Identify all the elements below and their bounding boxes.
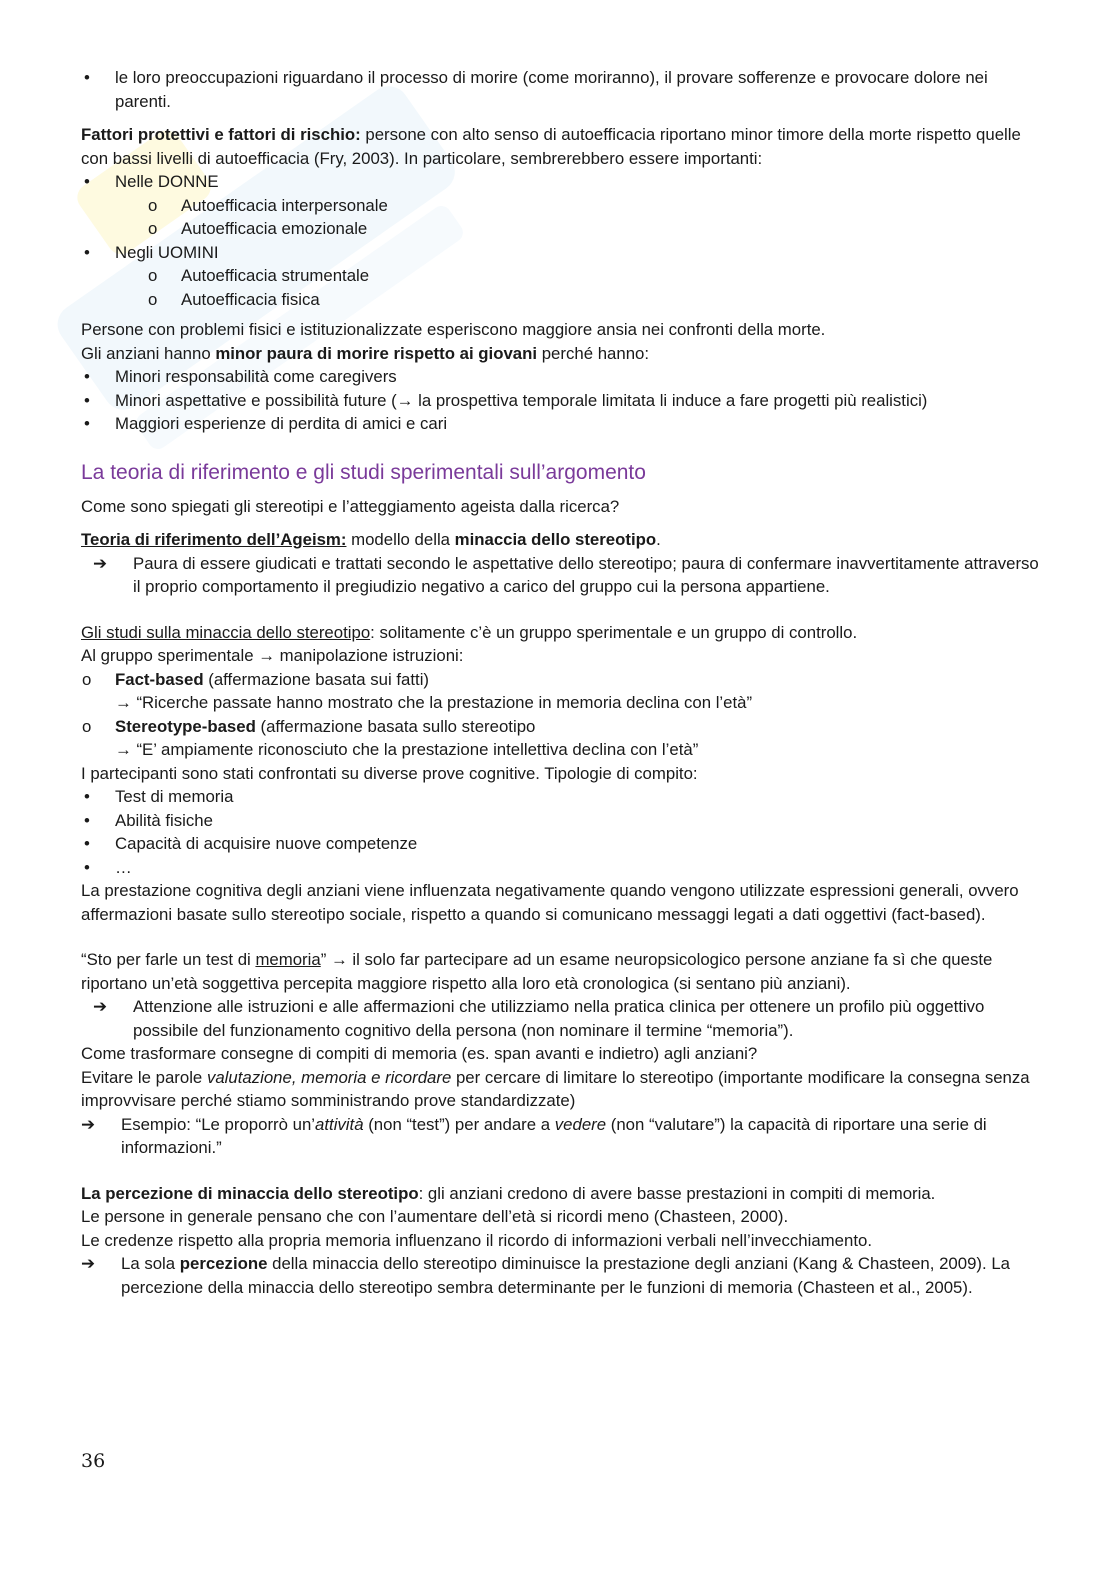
paragraph-studi: Gli studi sulla minaccia dello stereotipo: solitamente c’è un gruppo sperimentale e un gruppo di controllo. (81, 622, 858, 642)
arrow-icon: ➔ (81, 1114, 96, 1134)
paragraph: Gli anziani hanno minor paura di morire rispetto ai giovani perché hanno: (81, 343, 650, 363)
paragraph: Come trasformare consegne di compiti di memoria (es. span avanti e indietro) agli anziani? (81, 1044, 758, 1063)
arrow-item: ➔ La sola percezione della minaccia dello stereotipo diminuisce la prestazione degli anziani (Kang & Chasteen, 2009). La percezione della minaccia dello stereotipo sembra determinante per le funzioni di memoria (Chasteen et al., 2005). (81, 1254, 1010, 1297)
sub-list-item: o Autoefficacia emozionale (148, 219, 368, 238)
arrow-item: ➔ Paura di essere giudicati e trattati secondo le aspettative dello stereotipo; paura di confermare inavvertitamente attraverso il proprio comportamento il pregiudizio negativo a carico del gruppo cui la persona appartiene. (93, 553, 1039, 596)
paragraph: La prestazione cognitiva degli anziani viene influenzata negativamente quando vengono utilizzate espressioni generali, ovvero affermazioni basate sullo stereotipo sociale, rispetto a quando si comunicano messaggi legati a dati oggettivi (fact-based). (81, 881, 1019, 924)
list-item: • le loro preoccupazioni riguardano il processo di morire (come moriranno), il provare sofferenze e provocare dolore nei parenti. (81, 66, 1046, 113)
list-item: o Fact-based (affermazione basata sui fatti) (82, 669, 430, 689)
list-item: • Capacità di acquisire nuove competenze (81, 832, 1046, 856)
paragraph-percezione: La percezione di minaccia dello stereotipo: gli anziani credono di avere basse prestazioni in compiti di memoria. (81, 1183, 936, 1203)
sub-list-item: o Autoefficacia fisica (148, 289, 320, 309)
paragraph-teoria: Teoria di riferimento dell’Ageism: modello della minaccia dello stereotipo. (81, 530, 661, 549)
paragraph-fattori: Fattori protettivi e fattori di rischio: persone con alto senso di autoefficacia riportano minor timore della morte rispetto quelle con bassi livelli di autoefficacia (Fry, 2003). In particolare, sembrerebbero essere importanti: (81, 125, 1021, 168)
paragraph: Le persone in generale pensano che con l’aumentare dell’età si ricordi meno (Chasteen, 2000). (81, 1207, 789, 1226)
sub-list-item: o Autoefficacia strumentale (148, 266, 370, 285)
arrow-icon: ➔ (81, 1254, 96, 1273)
quote-line: → “E’ ampiamente riconosciuto che la prestazione intellettiva declina con l’età” (115, 740, 699, 759)
quote-line: → “Ricerche passate hanno mostrato che la prestazione in memoria declina con l’età” (115, 693, 753, 712)
list-item: • Test di memoria (81, 785, 1046, 809)
paragraph: Persone con problemi fisici e istituzionalizzate esperiscono maggiore ansia nei confronti della morte. (81, 320, 826, 339)
arrow-item: ➔ Attenzione alle istruzioni e alle affermazioni che utilizziamo nella pratica clinica per ottenere un profilo più oggettivo possibile del funzionamento cognitivo della persona (non nominare il termine “memoria”). (93, 997, 985, 1040)
section-heading: La teoria di riferimento e gli studi sperimentali sull’argomento (81, 460, 646, 484)
list-item: • Minori responsabilità come caregivers (81, 365, 1046, 389)
list-item: o Stereotype-based (affermazione basata sullo stereotipo (82, 716, 536, 736)
paragraph-memoria: “Sto per farle un test di memoria” → il solo far partecipare ad un esame neuropsicologico persone anziane fa sì che queste riportano un’età soggettiva percepita maggiore rispetto alla loro età cronologica (si sentano più anziani). (81, 950, 993, 993)
list-item: • Nelle DONNE (81, 170, 1046, 194)
sub-list-item: o Autoefficacia interpersonale (148, 195, 388, 215)
arrow-item: ➔ Esempio: “Le proporrò un’attività (non “test”) per andare a vedere (non “valutare”) la capacità di riportare una serie di informazioni.” (81, 1114, 987, 1157)
paragraph: Le credenze rispetto alla propria memoria influenzano il ricordo di informazioni verbali nell’invecchiamento. (81, 1230, 872, 1250)
paragraph: Come sono spiegati gli stereotipi e l’atteggiamento ageista dalla ricerca? (81, 496, 620, 516)
page-number: 36 (81, 1450, 106, 1472)
arrow-icon: ➔ (93, 997, 108, 1016)
paragraph: Evitare le parole valutazione, memoria e ricordare per cercare di limitare lo stereotipo (importante modificare la consegna senza improvvisare perché stiamo somministrando prove standardizzate) (81, 1067, 1030, 1110)
list-item: • Maggiori esperienze di perdita di amici e cari (81, 412, 1046, 436)
list-item: • Negli UOMINI (81, 241, 1046, 265)
document-page (81, 66, 1046, 1299)
list-item: • Minori aspettative e possibilità future (→ la prospettiva temporale limitata li induce a fare progetti più realistici) (81, 389, 1046, 413)
paragraph: Al gruppo sperimentale → manipolazione istruzioni: (81, 646, 464, 665)
list-item: • … (81, 856, 1046, 880)
paragraph: I partecipanti sono stati confrontati su diverse prove cognitive. Tipologie di compito: (81, 763, 698, 783)
arrow-icon: ➔ (93, 553, 108, 573)
list-item: • Abilità fisiche (81, 809, 1046, 833)
